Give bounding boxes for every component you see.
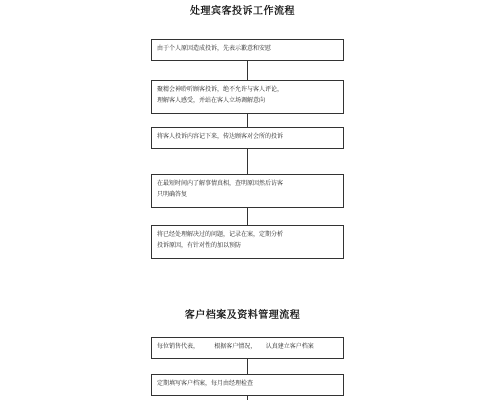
flow2-step-2 [151,374,344,396]
flow1-step-2 [151,80,344,114]
flow1-step-2-line-1: 聚精会神聆听顾客投诉，绝不允许与客人评论， [157,86,284,93]
flow1-step-5-line-2: 投诉原因，有针对性的加以预防 [157,242,242,249]
flow1-step-3-line-1: 将客人投诉内容记下来，传达顾客对会所的投诉 [157,133,284,140]
flow1-step-3 [151,127,344,149]
flow2-connector-2 [247,396,248,400]
flow1-step-1-line-1: 由于个人原因造成投诉，先表示歉意和安慰 [157,45,272,52]
flow1-connector-4 [247,208,248,225]
flow1-step-4-line-2: 只明确答复 [157,191,188,198]
flow1-step-2-line-2: 理解客人感受，并站在客人立场调解意向 [157,97,266,104]
flow1-connector-3 [247,149,248,174]
flow1-connector-1 [247,61,248,80]
flow2-connector-1 [247,359,248,374]
flow1-step-1 [151,39,344,61]
flow2-title: 客户档案及资料管理流程 [184,310,301,321]
flow2-step-1-line-1: 每位销售代表， 根据客户情况， 认真建立客户档案 [157,343,314,350]
flow1-step-4 [151,174,344,208]
flow2-step-1 [151,337,344,359]
flow1-connector-2 [247,114,248,127]
flow1-step-5 [151,225,344,259]
flow2-step-2-line-1: 定期填写客户档案，每月由经理检查 [157,380,254,387]
flow1-step-4-line-1: 在最短时间内了解事情真相，查明原因然后访客 [157,180,284,187]
flow1-title: 处理宾客投诉工作流程 [190,6,295,17]
flow1-step-5-line-1: 将已经处理解决过的问题，记录在案，定期分析 [157,231,284,238]
